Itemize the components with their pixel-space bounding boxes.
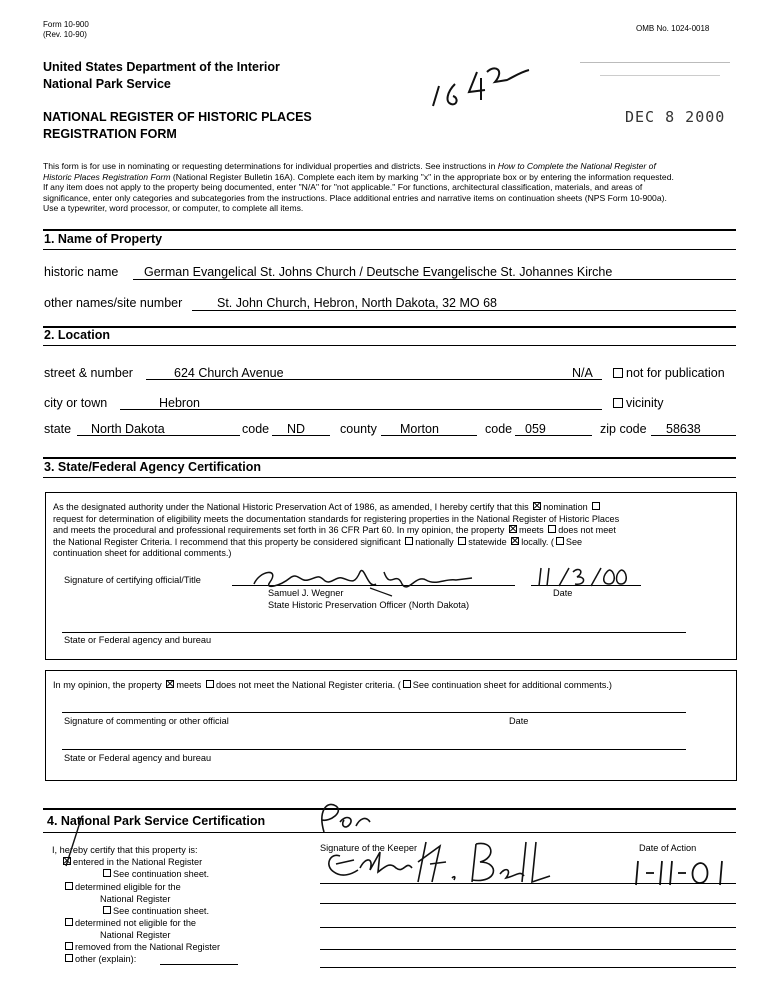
eligible-continuation-option[interactable]: See continuation sheet. bbox=[101, 906, 209, 916]
county-label: county bbox=[340, 422, 377, 436]
checkbox-icon bbox=[613, 368, 623, 378]
handwritten-number bbox=[425, 58, 545, 118]
instructions-text: This form is for use in nominating or requesting determinations for individual properties and districts. See instructions in How to Complete the National Register of Historic Places Registration Form (National Register Bulletin 16A). Complete each item by marking "x" in the appropriate box or by entering the information requested. If any item does not apply to the property being documented, enter "N/A" for "not applicable." For functions, architectural classification, materials, and areas of significance, enter only categories and subcategories from the instructions. Place additional entries and narrative items on continuation sheets (NPS Form 10-900a). Use a typewriter, word processor, or computer, to complete all items. bbox=[43, 161, 674, 214]
checkbox-icon bbox=[65, 942, 73, 950]
signature-label: Signature of certifying official/Title bbox=[64, 575, 201, 585]
state-code-field[interactable]: ND bbox=[287, 422, 306, 436]
meets-checkbox[interactable] bbox=[509, 525, 517, 533]
department-name: United States Department of the Interior bbox=[43, 60, 280, 74]
entered-continuation-option[interactable]: See continuation sheet. bbox=[101, 869, 209, 879]
section-divider bbox=[43, 477, 736, 478]
nationally-checkbox[interactable] bbox=[405, 537, 413, 545]
state-label: state bbox=[44, 422, 72, 436]
keeper-line-1 bbox=[320, 883, 736, 884]
section-2-heading: 2. Location bbox=[44, 328, 110, 342]
state-underline bbox=[77, 435, 240, 436]
checkbox-icon bbox=[613, 398, 623, 408]
entered-option[interactable]: entered in the National Register bbox=[61, 857, 202, 867]
keeper-signature bbox=[300, 792, 560, 892]
official-title: State Historic Preservation Officer (North Dakota) bbox=[268, 600, 470, 610]
stamp-line bbox=[600, 75, 720, 76]
official-name: Samuel J. Wegner bbox=[268, 588, 344, 598]
city-label: city or town bbox=[44, 396, 108, 410]
vicinity-checkbox[interactable] bbox=[613, 396, 664, 410]
not-eligible-option-line2: National Register bbox=[100, 930, 171, 940]
zip-label: zip code bbox=[600, 422, 647, 436]
city-field[interactable]: Hebron bbox=[159, 396, 200, 410]
form-revision: (Rev. 10-90) bbox=[43, 30, 87, 39]
na-value: N/A bbox=[572, 366, 593, 380]
agency-label-2: State or Federal agency and bureau bbox=[64, 753, 212, 763]
county-code-underline bbox=[515, 435, 592, 436]
county-underline bbox=[381, 435, 477, 436]
zip-underline bbox=[651, 435, 736, 436]
other-names-label: other names/site number bbox=[44, 296, 183, 310]
form-number: Form 10-900 bbox=[43, 20, 89, 29]
request-checkbox[interactable] bbox=[592, 502, 600, 510]
street-label: street & number bbox=[44, 366, 133, 380]
commenting-date-label: Date bbox=[509, 716, 529, 726]
checkbox-icon bbox=[65, 882, 73, 890]
continuation-checkbox[interactable] bbox=[556, 537, 564, 545]
section-divider bbox=[43, 229, 736, 231]
other-names-field[interactable]: St. John Church, Hebron, North Dakota, 32 MO 68 bbox=[217, 296, 497, 310]
other-names-underline bbox=[192, 310, 736, 311]
county-code-field[interactable]: 059 bbox=[525, 422, 546, 436]
locally-checkbox[interactable] bbox=[511, 537, 519, 545]
statewide-checkbox[interactable] bbox=[458, 537, 466, 545]
agency-label: State or Federal agency and bureau bbox=[64, 635, 212, 645]
keeper-line-2 bbox=[320, 903, 736, 904]
not-for-publication-checkbox[interactable] bbox=[613, 366, 725, 380]
check-mark bbox=[60, 812, 90, 872]
vicinity-label: vicinity bbox=[626, 396, 664, 410]
checkbox-icon bbox=[103, 869, 111, 877]
stamp-line bbox=[580, 62, 730, 63]
opinion-meets-checkbox[interactable] bbox=[166, 680, 174, 688]
eligible-option[interactable]: determined eligible for the bbox=[63, 882, 181, 892]
keeper-label: Signature of the Keeper bbox=[320, 843, 418, 853]
county-field[interactable]: Morton bbox=[400, 422, 439, 436]
historic-name-label: historic name bbox=[44, 265, 119, 279]
county-code-label: code bbox=[485, 422, 513, 436]
section-divider bbox=[43, 249, 736, 250]
form-subtitle: REGISTRATION FORM bbox=[43, 127, 177, 141]
zip-field[interactable]: 58638 bbox=[666, 422, 701, 436]
other-option[interactable]: other (explain): bbox=[63, 954, 136, 964]
opinion-text: In my opinion, the property meets does not meet the National Register criteria. ( See continuation sheet for additional comments.) bbox=[53, 680, 612, 690]
city-underline bbox=[120, 409, 602, 410]
opinion-does-not-meet-checkbox[interactable] bbox=[206, 680, 214, 688]
checkbox-icon bbox=[103, 906, 111, 914]
street-underline bbox=[146, 379, 602, 380]
nps-intro: I, hereby certify that this property is: bbox=[52, 845, 198, 855]
historic-name-underline bbox=[133, 279, 736, 280]
section-4-heading: 4. National Park Service Certification bbox=[47, 814, 266, 828]
received-stamp: DEC 8 2000 bbox=[625, 108, 726, 126]
eligible-option-line2: National Register bbox=[100, 894, 171, 904]
opinion-continuation-checkbox[interactable] bbox=[403, 680, 411, 688]
omb-number: OMB No. 1024-0018 bbox=[636, 24, 710, 33]
other-explain-underline bbox=[160, 964, 238, 965]
agency-underline-2 bbox=[62, 749, 686, 750]
not-for-publication-label: not for publication bbox=[626, 366, 725, 380]
action-date-label: Date of Action bbox=[639, 843, 697, 853]
commenting-underline bbox=[62, 712, 686, 713]
checkbox-icon bbox=[65, 954, 73, 962]
keeper-line-3 bbox=[320, 927, 736, 928]
keeper-line-5 bbox=[320, 967, 736, 968]
section-divider bbox=[43, 457, 736, 459]
state-code-underline bbox=[272, 435, 330, 436]
service-name: National Park Service bbox=[43, 77, 171, 91]
street-field[interactable]: 624 Church Avenue bbox=[174, 366, 284, 380]
historic-name-field[interactable]: German Evangelical St. Johns Church / Deutsche Evangelische St. Johannes Kirche bbox=[144, 265, 613, 279]
section-divider bbox=[43, 345, 736, 346]
state-code-label: code bbox=[242, 422, 270, 436]
not-eligible-option[interactable]: determined not eligible for the bbox=[63, 918, 196, 928]
state-field[interactable]: North Dakota bbox=[91, 422, 165, 436]
nomination-checkbox[interactable] bbox=[533, 502, 541, 510]
removed-option[interactable]: removed from the National Register bbox=[63, 942, 220, 952]
official-signature-date bbox=[535, 564, 635, 590]
does-not-meet-checkbox[interactable] bbox=[548, 525, 556, 533]
agency-underline bbox=[62, 632, 686, 633]
checkbox-icon bbox=[65, 918, 73, 926]
certification-text: As the designated authority under the National Historic Preservation Act of 1986, as amended, I hereby certify that this nomination request for determination of eligibility meets the documentation standards for registering properties in the National Register of Historic Places and meets the procedural and professional requirements set forth in 36 CFR Part 60. In my opinion, the property meets does not meet the National Register Criteria. I recommend that this property be considered significant nationally statewide locally. ( See continuation sheet for additional comments.) bbox=[53, 502, 620, 559]
date-label: Date bbox=[553, 588, 573, 598]
section-divider bbox=[43, 326, 736, 328]
commenting-label: Signature of commenting or other official bbox=[64, 716, 229, 726]
section-1-heading: 1. Name of Property bbox=[44, 232, 163, 246]
section-3-heading: 3. State/Federal Agency Certification bbox=[44, 460, 261, 474]
keeper-line-4 bbox=[320, 949, 736, 950]
form-title: NATIONAL REGISTER OF HISTORIC PLACES bbox=[43, 110, 312, 124]
